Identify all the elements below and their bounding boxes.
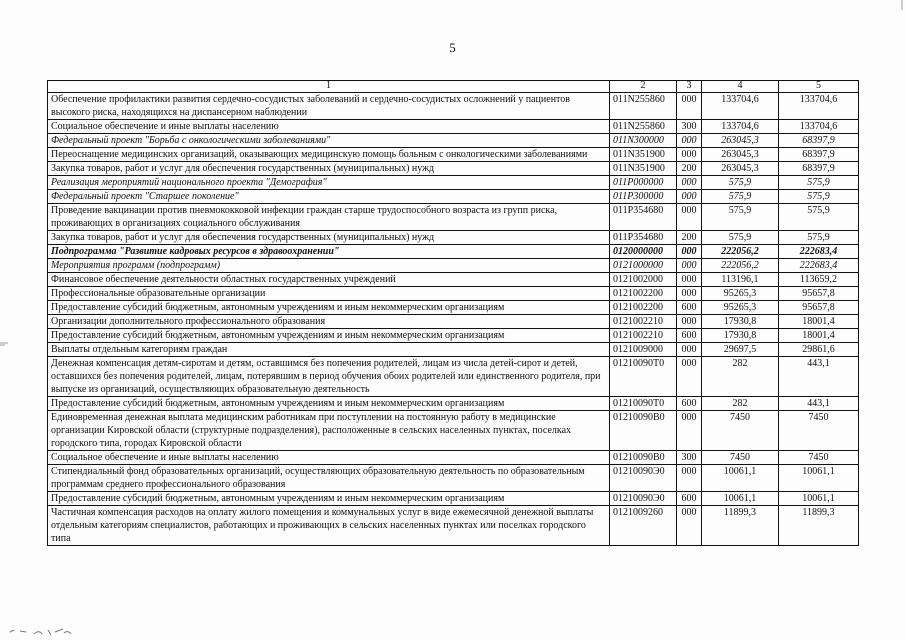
row-code-cell: 011N351900 <box>610 148 677 162</box>
row-value-2-cell: 11899,3 <box>779 506 859 546</box>
row-name-cell: Социальное обеспечение и иные выплаты населению <box>48 451 610 465</box>
row-code-cell: 011P354680 <box>610 204 677 231</box>
row-name-cell: Подпрограмма "Развитие кадровых ресурсов в здравоохранении" <box>48 245 610 259</box>
row-value-2-cell: 113659,2 <box>779 273 859 287</box>
row-value-2-cell: 18001,4 <box>779 315 859 329</box>
row-value-2-cell: 133704,6 <box>779 120 859 134</box>
row-value-2-cell: 7450 <box>779 411 859 451</box>
row-name-cell: Обеспечение профилактики развития сердечно-сосудистых заболеваний и сердечно-сосудистых осложнений у пациентов высокого риска, находящихся на диспансерном наблюдении <box>48 93 610 120</box>
row-value-1-cell: 17930,8 <box>702 315 779 329</box>
row-type-cell: 000 <box>677 176 702 190</box>
row-name-cell: Финансовое обеспечение деятельности областных государственных учреждений <box>48 273 610 287</box>
row-type-cell: 300 <box>677 451 702 465</box>
row-type-cell: 000 <box>677 343 702 357</box>
table-row <box>48 329 859 343</box>
row-type-cell: 000 <box>677 134 702 148</box>
row-value-1-cell: 263045,3 <box>702 134 779 148</box>
table-row <box>48 411 859 451</box>
row-code-cell: 01210090Т0 <box>610 357 677 397</box>
row-value-1-cell: 133704,6 <box>702 120 779 134</box>
table-row <box>48 273 859 287</box>
row-value-1-cell: 575,9 <box>702 204 779 231</box>
row-name-cell: Частичная компенсация расходов на оплату жилого помещения и коммунальных услуг в виде ежемесячной денежной выплаты отдельным категориям специалистов, работающих и проживающих в сельских населенных пунктах или поселках городского типа <box>48 506 610 546</box>
row-code-cell: 011N255860 <box>610 120 677 134</box>
row-code-cell: 0121009000 <box>610 343 677 357</box>
row-code-cell: 01210090Э0 <box>610 465 677 492</box>
row-value-1-cell: 282 <box>702 357 779 397</box>
row-name-cell: Федеральный проект "Старшее поколение" <box>48 190 610 204</box>
row-value-2-cell: 29861,6 <box>779 343 859 357</box>
row-value-1-cell: 11899,3 <box>702 506 779 546</box>
row-code-cell: 0121002000 <box>610 273 677 287</box>
row-type-cell: 600 <box>677 492 702 506</box>
row-value-2-cell: 95657,8 <box>779 287 859 301</box>
row-value-2-cell: 222683,4 <box>779 245 859 259</box>
table-row <box>48 315 859 329</box>
table-row <box>48 465 859 492</box>
header-col-5: 5 <box>779 81 859 93</box>
table-row <box>48 357 859 397</box>
row-type-cell: 600 <box>677 329 702 343</box>
row-value-1-cell: 7450 <box>702 411 779 451</box>
row-type-cell: 600 <box>677 397 702 411</box>
table-row <box>48 397 859 411</box>
row-code-cell: 0121002210 <box>610 329 677 343</box>
header-col-1: 1 <box>48 81 610 93</box>
row-code-cell: 011N255860 <box>610 93 677 120</box>
row-code-cell: 011N300000 <box>610 134 677 148</box>
row-value-1-cell: 575,9 <box>702 231 779 245</box>
table-row <box>48 93 859 120</box>
row-name-cell: Закупка товаров, работ и услуг для обеспечения государственных (муниципальных) нужд <box>48 231 610 245</box>
row-type-cell: 000 <box>677 411 702 451</box>
row-name-cell: Предоставление субсидий бюджетным, автономным учреждениям и иным некоммерческим организациям <box>48 329 610 343</box>
page-number: 5 <box>449 40 456 55</box>
table-header-row <box>48 81 859 93</box>
row-value-1-cell: 10061,1 <box>702 492 779 506</box>
row-type-cell: 000 <box>677 148 702 162</box>
row-name-cell: Реализация мероприятий национального проекта "Демография" <box>48 176 610 190</box>
row-value-2-cell: 68397,9 <box>779 148 859 162</box>
row-value-1-cell: 282 <box>702 397 779 411</box>
row-type-cell: 000 <box>677 190 702 204</box>
row-value-1-cell: 575,9 <box>702 176 779 190</box>
row-value-1-cell: 95265,3 <box>702 301 779 315</box>
row-type-cell: 000 <box>677 315 702 329</box>
table-row <box>48 301 859 315</box>
table-row <box>48 120 859 134</box>
table-row <box>48 190 859 204</box>
row-value-2-cell: 68397,9 <box>779 162 859 176</box>
row-code-cell: 01210090Э0 <box>610 492 677 506</box>
row-name-cell: Федеральный проект "Борьба с онкологическими заболеваниями" <box>48 134 610 148</box>
row-value-1-cell: 113196,1 <box>702 273 779 287</box>
row-value-1-cell: 222056,2 <box>702 245 779 259</box>
row-type-cell: 000 <box>677 204 702 231</box>
row-name-cell: Предоставление субсидий бюджетным, автономным учреждениям и иным некоммерческим организациям <box>48 397 610 411</box>
table-row <box>48 245 859 259</box>
row-code-cell: 011P354680 <box>610 231 677 245</box>
row-name-cell: Стипендиальный фонд образовательных организаций, осуществляющих образовательную деятельность по образовательным программам среднего профессионального образования <box>48 465 610 492</box>
row-value-2-cell: 18001,4 <box>779 329 859 343</box>
row-value-2-cell: 95657,8 <box>779 301 859 315</box>
row-code-cell: 0120000000 <box>610 245 677 259</box>
row-name-cell: Переоснащение медицинских организаций, оказывающих медицинскую помощь больным с онкологическими заболеваниями <box>48 148 610 162</box>
header-col-3: 3 <box>677 81 702 93</box>
row-value-1-cell: 7450 <box>702 451 779 465</box>
row-type-cell: 000 <box>677 273 702 287</box>
row-name-cell: Выплаты отдельным категориям граждан <box>48 343 610 357</box>
row-code-cell: 0121000000 <box>610 259 677 273</box>
table-row <box>48 134 859 148</box>
table-body <box>48 93 859 546</box>
row-value-1-cell: 95265,3 <box>702 287 779 301</box>
row-value-2-cell: 575,9 <box>779 190 859 204</box>
row-code-cell: 0121009260 <box>610 506 677 546</box>
table-row <box>48 451 859 465</box>
table-row <box>48 506 859 546</box>
row-type-cell: 200 <box>677 231 702 245</box>
row-value-1-cell: 29697,5 <box>702 343 779 357</box>
row-name-cell: Мероприятия программ (подпрограмм) <box>48 259 610 273</box>
row-name-cell: Предоставление субсидий бюджетным, автономным учреждениям и иным некоммерческим организациям <box>48 301 610 315</box>
row-name-cell: Организации дополнительного профессионального образования <box>48 315 610 329</box>
table-row <box>48 343 859 357</box>
row-code-cell: 011N351900 <box>610 162 677 176</box>
row-value-1-cell: 133704,6 <box>702 93 779 120</box>
row-name-cell: Единовременная денежная выплата медицинским работникам при поступлении на постоянную работу в медицинские организации Кировской области (структурные подразделения), расположенные в сельских населенных пунктах, поселках городского типа, городах Кировской области <box>48 411 610 451</box>
row-value-2-cell: 575,9 <box>779 176 859 190</box>
row-type-cell: 000 <box>677 465 702 492</box>
row-value-2-cell: 575,9 <box>779 204 859 231</box>
row-type-cell: 000 <box>677 93 702 120</box>
row-name-cell: Денежная компенсация детям-сиротам и детям, оставшимся без попечения родителей, лицам из числа детей-сирот и детей, оставшихся без попечения родителей, лицам, потерявшим в период обучения обоих родителей или единственного родителя, при выпуске из организаций, осуществляющих образовательную деятельность <box>48 357 610 397</box>
row-value-2-cell: 443,1 <box>779 397 859 411</box>
row-code-cell: 0121002200 <box>610 301 677 315</box>
row-name-cell: Проведение вакцинации против пневмококковой инфекции граждан старше трудоспособного возраста из групп риска, проживающих в организациях социального обслуживания <box>48 204 610 231</box>
row-name-cell: Профессиональные образовательные организации <box>48 287 610 301</box>
table-row <box>48 204 859 231</box>
header-col-4: 4 <box>702 81 779 93</box>
row-value-2-cell: 68397,9 <box>779 134 859 148</box>
table-row <box>48 287 859 301</box>
table-row <box>48 148 859 162</box>
row-type-cell: 000 <box>677 357 702 397</box>
budget-table <box>47 80 859 546</box>
table-row <box>48 259 859 273</box>
header-col-2: 2 <box>610 81 677 93</box>
row-name-cell: Предоставление субсидий бюджетным, автономным учреждениям и иным некоммерческим организациям <box>48 492 610 506</box>
table-row <box>48 492 859 506</box>
row-type-cell: 000 <box>677 259 702 273</box>
row-type-cell: 000 <box>677 287 702 301</box>
row-value-2-cell: 133704,6 <box>779 93 859 120</box>
row-name-cell: Закупка товаров, работ и услуг для обеспечения государственных (муниципальных) нужд <box>48 162 610 176</box>
row-value-2-cell: 10061,1 <box>779 492 859 506</box>
row-name-cell: Социальное обеспечение и иные выплаты населению <box>48 120 610 134</box>
row-code-cell: 01210090В0 <box>610 451 677 465</box>
row-type-cell: 000 <box>677 245 702 259</box>
row-value-1-cell: 222056,2 <box>702 259 779 273</box>
row-code-cell: 011P000000 <box>610 176 677 190</box>
row-code-cell: 01210090В0 <box>610 411 677 451</box>
table-row <box>48 176 859 190</box>
row-code-cell: 01210090Т0 <box>610 397 677 411</box>
table-row <box>48 162 859 176</box>
row-value-2-cell: 10061,1 <box>779 465 859 492</box>
row-value-1-cell: 10061,1 <box>702 465 779 492</box>
row-value-1-cell: 263045,3 <box>702 148 779 162</box>
row-value-1-cell: 17930,8 <box>702 329 779 343</box>
row-value-2-cell: 7450 <box>779 451 859 465</box>
row-value-1-cell: 263045,3 <box>702 162 779 176</box>
row-value-1-cell: 575,9 <box>702 190 779 204</box>
row-value-2-cell: 575,9 <box>779 231 859 245</box>
row-code-cell: 0121002210 <box>610 315 677 329</box>
row-type-cell: 600 <box>677 301 702 315</box>
table-row <box>48 231 859 245</box>
row-value-2-cell: 443,1 <box>779 357 859 397</box>
row-value-2-cell: 222683,4 <box>779 259 859 273</box>
row-type-cell: 200 <box>677 162 702 176</box>
row-type-cell: 300 <box>677 120 702 134</box>
row-code-cell: 0121002200 <box>610 287 677 301</box>
row-code-cell: 011P300000 <box>610 190 677 204</box>
row-type-cell: 000 <box>677 506 702 546</box>
